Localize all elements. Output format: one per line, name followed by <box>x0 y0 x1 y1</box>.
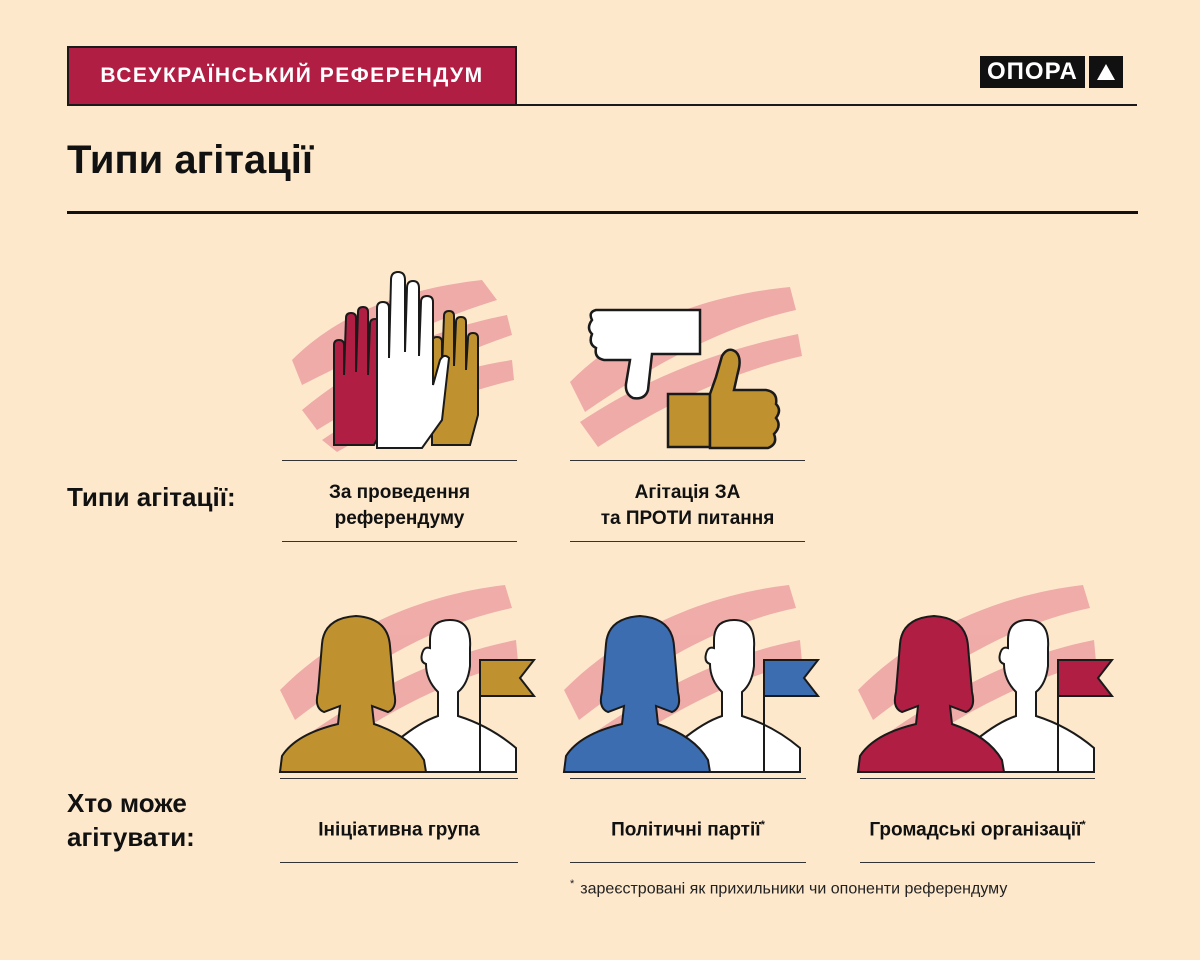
caption-rule-top <box>570 778 806 779</box>
caption-rule-bottom <box>282 541 517 542</box>
asterisk: * <box>760 819 765 831</box>
asterisk: * <box>1081 819 1086 831</box>
caption-referendum-support <box>282 480 517 532</box>
caption-rule-top <box>280 778 518 779</box>
page-title: Типи агітації <box>67 138 314 182</box>
people-flag-icon <box>858 580 1096 776</box>
caption-text: Громадські організації <box>869 819 1082 841</box>
raised-hands-icon <box>282 260 518 460</box>
row1-label: Типи агітації: <box>67 482 236 512</box>
caption-rule-top <box>570 460 805 461</box>
caption-initiative-group <box>280 812 518 843</box>
triangle-icon <box>1089 56 1123 88</box>
opora-logo <box>980 56 1123 88</box>
caption-political-parties <box>570 812 806 843</box>
caption-rule-bottom <box>280 862 518 863</box>
caption-text: Ініціативна група <box>318 819 480 841</box>
caption-line: та ПРОТИ питання <box>600 508 775 529</box>
caption-rule-top <box>860 778 1095 779</box>
title-rule <box>67 211 1138 214</box>
caption-line: За проведення <box>328 482 471 503</box>
footnote-mark: * <box>570 878 575 890</box>
footnote-text: зареєстровані як прихильники чи опоненти референдуму <box>580 880 1008 898</box>
footnote <box>570 878 1007 898</box>
people-flag-icon <box>564 580 802 776</box>
caption-text: Політичні партії <box>611 819 761 841</box>
caption-rule-bottom <box>570 541 805 542</box>
caption-pro-contra <box>570 480 805 532</box>
caption-civic-organizations <box>850 812 1105 843</box>
people-flag-icon <box>280 580 518 776</box>
row2-label <box>67 786 195 854</box>
caption-line: Агітація ЗА <box>634 482 741 503</box>
header-banner-text: ВСЕУКРАЇНСЬКИЙ РЕФЕРЕНДУМ <box>100 64 484 87</box>
logo-text: ОПОРА <box>980 56 1085 88</box>
thumbs-up-down-icon <box>570 272 806 460</box>
caption-rule-bottom <box>860 862 1095 863</box>
row2-label-line: агітувати: <box>67 822 195 852</box>
row2-label-line: Хто може <box>67 788 187 818</box>
caption-rule-bottom <box>570 862 806 863</box>
header-rule <box>517 104 1137 106</box>
caption-rule-top <box>282 460 517 461</box>
caption-line: референдуму <box>334 508 465 529</box>
header-banner <box>67 46 517 106</box>
